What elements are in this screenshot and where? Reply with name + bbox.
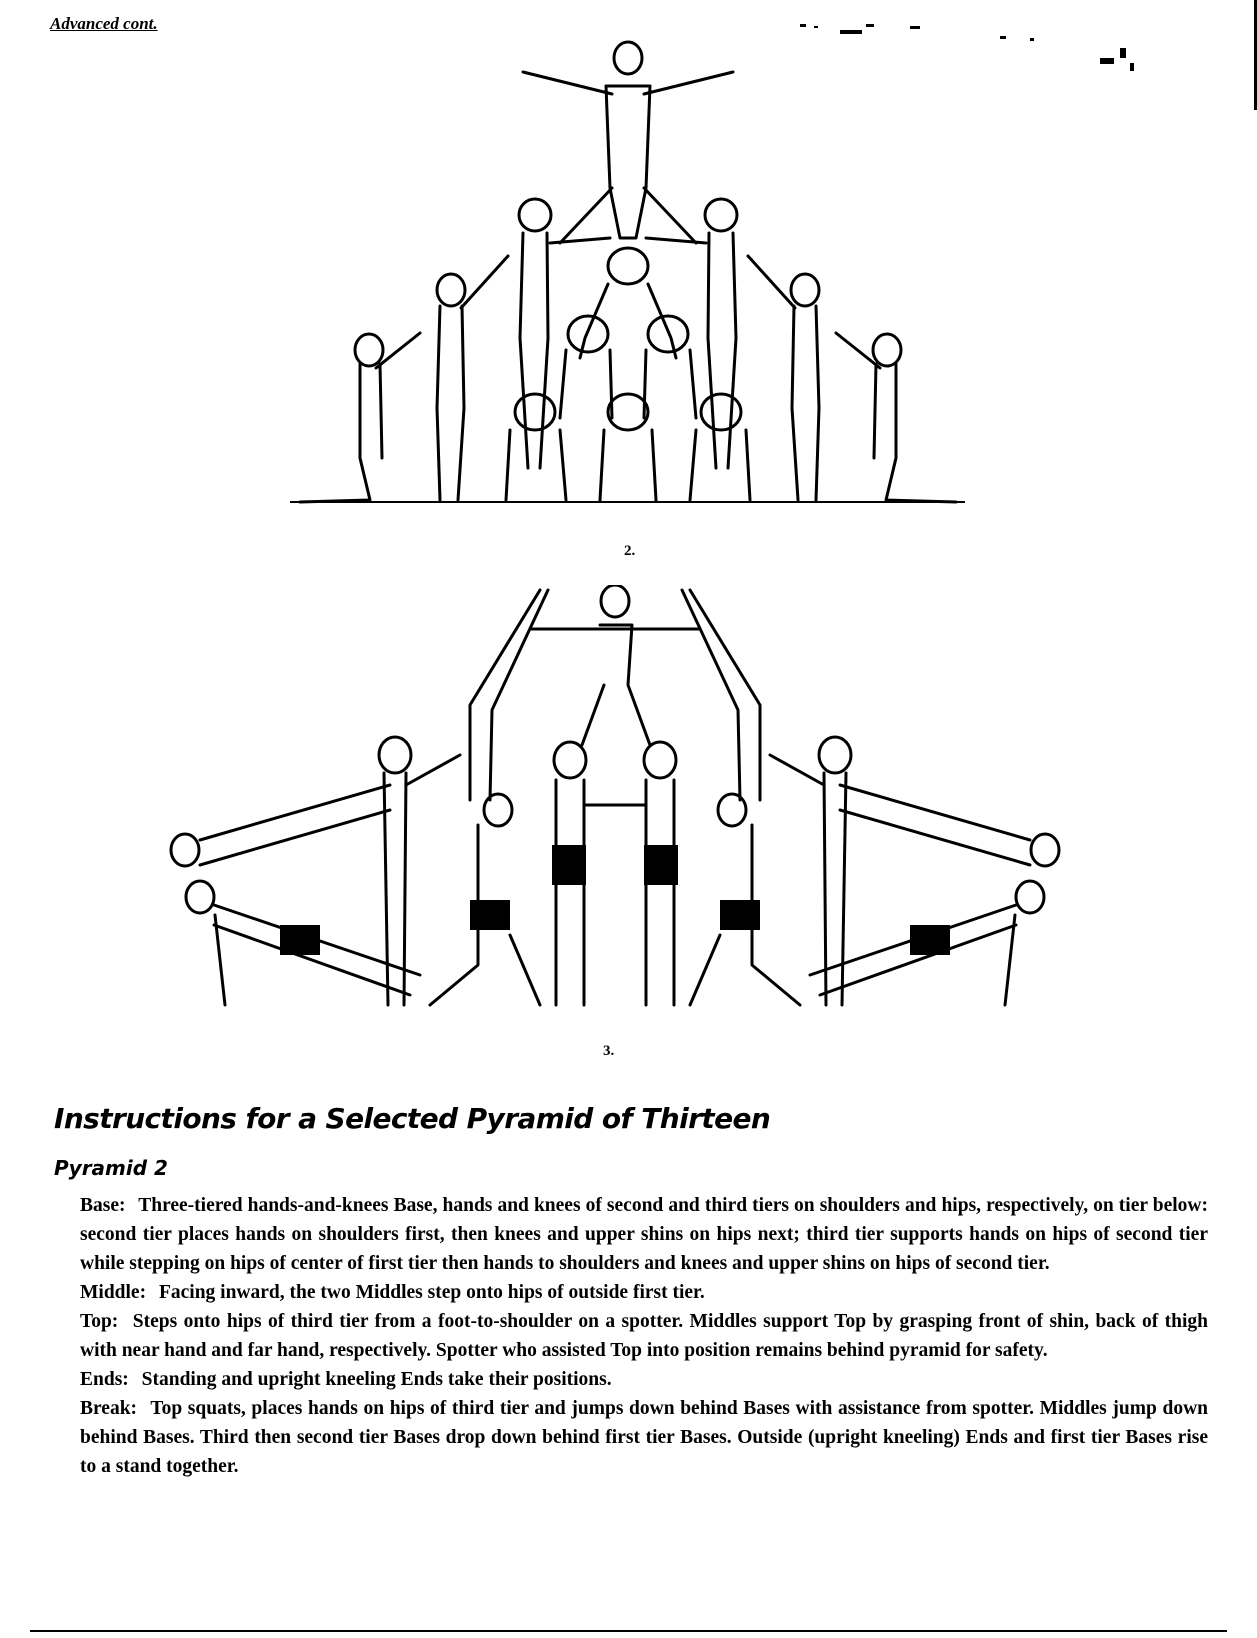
label-ends: Ends: <box>80 1369 129 1390</box>
handstand-figures <box>470 590 760 800</box>
text-top: Steps onto hips of third tier from a foot-to-shoulder on a spotter. Middles support Top by grasping front of shin, back of thigh with near hand and far hand, respectively. Spotter who assisted Top into position remains behind pyramid for safety. <box>80 1311 1208 1361</box>
text-break: Top squats, places hands on hips of third tier and jumps down behind Bases with assistance from spotter. Middles jump down behind Bases. Third then second tier Bases drop down behind first tier Bases. Outside (upright kneeling) Ends and first tier Bases rise to a stand together. <box>80 1398 1208 1477</box>
kneeling-bases <box>430 794 800 1005</box>
bottom-rule <box>30 1630 1227 1632</box>
instructions-body <box>80 1191 1208 1481</box>
pyramid-of-thirteen-illustration <box>0 38 1257 568</box>
label-top: Top: <box>80 1311 119 1332</box>
label-break: Break: <box>80 1398 138 1419</box>
figure-3-caption: 3. <box>603 1043 615 1059</box>
section-subtitle: Pyramid 2 <box>54 1156 168 1180</box>
paragraph-base <box>80 1191 1208 1278</box>
label-middle: Middle: <box>80 1282 147 1303</box>
paragraph-ends <box>80 1365 1208 1394</box>
figure-2-caption: 2. <box>624 543 636 559</box>
text-base: Three-tiered hands-and-knees Base, hands and knees of second and third tiers on shoulders and hips, respectively, on tier below: second tier places hands on shoulders first, then knees and upper shins on hips next; third tier supports hands on hips of second tier while stepping on hips of center of first tier then hands to shoulders and knees and upper shins on hips of second tier. <box>80 1195 1208 1274</box>
paragraph-middle <box>80 1278 1208 1307</box>
base-tiers <box>506 248 750 500</box>
center-bases <box>552 742 678 1005</box>
top-flyer-figure <box>523 42 733 243</box>
side-planks <box>171 737 1059 1005</box>
text-middle: Facing inward, the two Middles step onto hips of outside first tier. <box>158 1282 705 1303</box>
pyramid-with-handstands-illustration <box>0 585 1257 1060</box>
text-ends: Standing and upright kneeling Ends take their positions. <box>141 1369 612 1390</box>
label-base: Base: <box>80 1195 126 1216</box>
paragraph-top <box>80 1307 1208 1365</box>
section-title: Instructions for a Selected Pyramid of Thirteen <box>54 1102 771 1135</box>
end-figures <box>300 256 956 502</box>
figure-3 <box>0 585 1257 1060</box>
figure-2 <box>0 38 1257 568</box>
paragraph-break <box>80 1394 1208 1481</box>
page-header: Advanced cont. <box>50 14 158 33</box>
top-flyer-figure <box>530 585 700 745</box>
